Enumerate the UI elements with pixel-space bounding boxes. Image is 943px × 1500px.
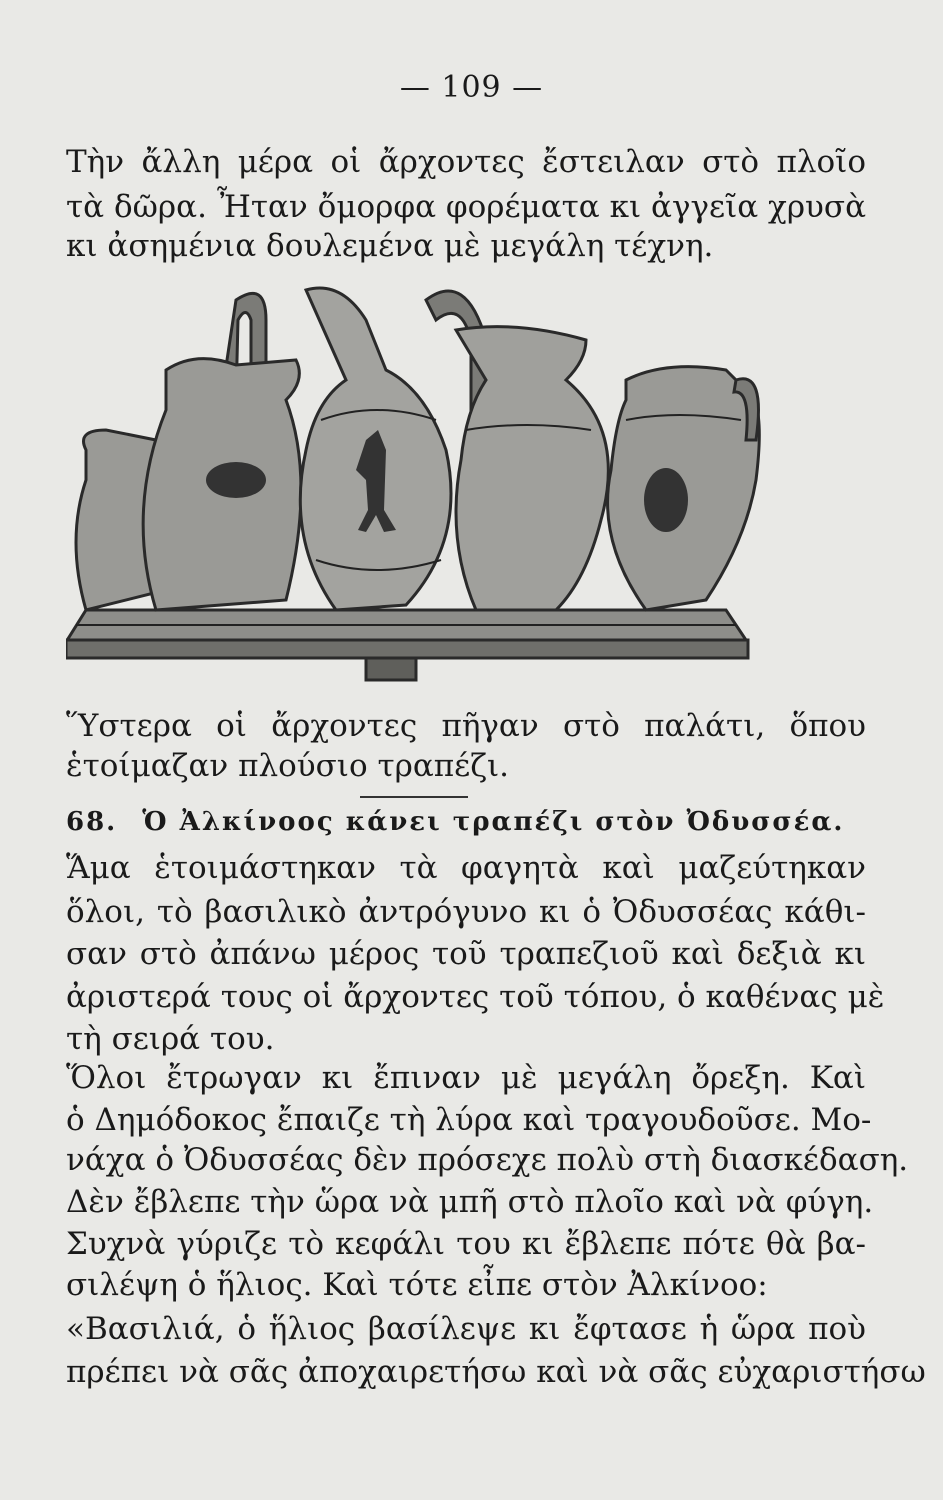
body-line: Ὅλοι ἔτρωγαν κι ἔπιναν μὲ μεγάλη ὄρεξη. Καὶ bbox=[66, 1060, 866, 1096]
body-line: νάχα ὁ Ὀδυσσέας δὲν πρόσεχε πολὺ στὴ διασκέδαση. bbox=[66, 1142, 909, 1178]
section-title: Ὁ Ἀλκίνοος κάνει τραπέζι στὸν Ὀδυσσέα. bbox=[142, 807, 845, 837]
vases-illustration bbox=[66, 280, 786, 690]
body-line: ὅλοι, τὸ βασιλικὸ ἀντρόγυνο κι ὁ Ὀδυσσέας κάθι- bbox=[66, 894, 866, 930]
paragraph-line: τὰ δῶρα. Ἦταν ὄμορφα φορέματα κι ἀγγεῖα χρυσὰ bbox=[66, 189, 866, 225]
section-divider bbox=[360, 796, 468, 798]
body-line: ὁ Δημόδοκος ἔπαιζε τὴ λύρα καὶ τραγουδοῦσε. Μο- bbox=[66, 1102, 872, 1138]
section-heading bbox=[66, 802, 866, 842]
body-line: σαν στὸ ἀπάνω μέρος τοῦ τραπεζιοῦ καὶ δεξιὰ κι bbox=[66, 936, 866, 972]
body-line: Ἅμα ἑτοιμάστηκαν τὰ φαγητὰ καὶ μαζεύτηκαν bbox=[66, 850, 866, 886]
body-line: «Βασιλιά, ὁ ἥλιος βασίλεψε κι ἔφτασε ἡ ὥρα ποὺ bbox=[66, 1311, 866, 1347]
section-number: 68. bbox=[66, 807, 118, 837]
body-line: τὴ σειρά του. bbox=[66, 1021, 275, 1057]
body-line: Δὲν ἔβλεπε τὴν ὥρα νὰ μπῆ στὸ πλοῖο καὶ νὰ φύγη. bbox=[66, 1184, 874, 1220]
paragraph-line: ἑτοίμαζαν πλούσιο τραπέζι. bbox=[66, 748, 510, 784]
paragraph-line: Τὴν ἄλλη μέρα οἱ ἄρχοντες ἔστειλαν στὸ πλοῖο bbox=[66, 144, 866, 180]
body-line: πρέπει νὰ σᾶς ἀποχαιρετήσω καὶ νὰ σᾶς εὐχαριστήσω bbox=[66, 1354, 926, 1390]
paragraph-line: Ὕστερα οἱ ἄρχοντες πῆγαν στὸ παλάτι, ὅπου bbox=[66, 708, 866, 744]
paragraph-line: κι ἀσημένια δουλεμένα μὲ μεγάλη τέχνη. bbox=[66, 228, 714, 264]
body-line: ἀριστερά τους οἱ ἄρχοντες τοῦ τόπου, ὁ καθένας μὲ bbox=[66, 979, 885, 1015]
body-line: σιλέψη ὁ ἥλιος. Καὶ τότε εἶπε στὸν Ἀλκίνοο: bbox=[66, 1267, 768, 1303]
body-line: Συχνὰ γύριζε τὸ κεφάλι του κι ἔβλεπε πότε θὰ βα- bbox=[66, 1226, 866, 1262]
page-number: — 109 — bbox=[399, 70, 544, 105]
